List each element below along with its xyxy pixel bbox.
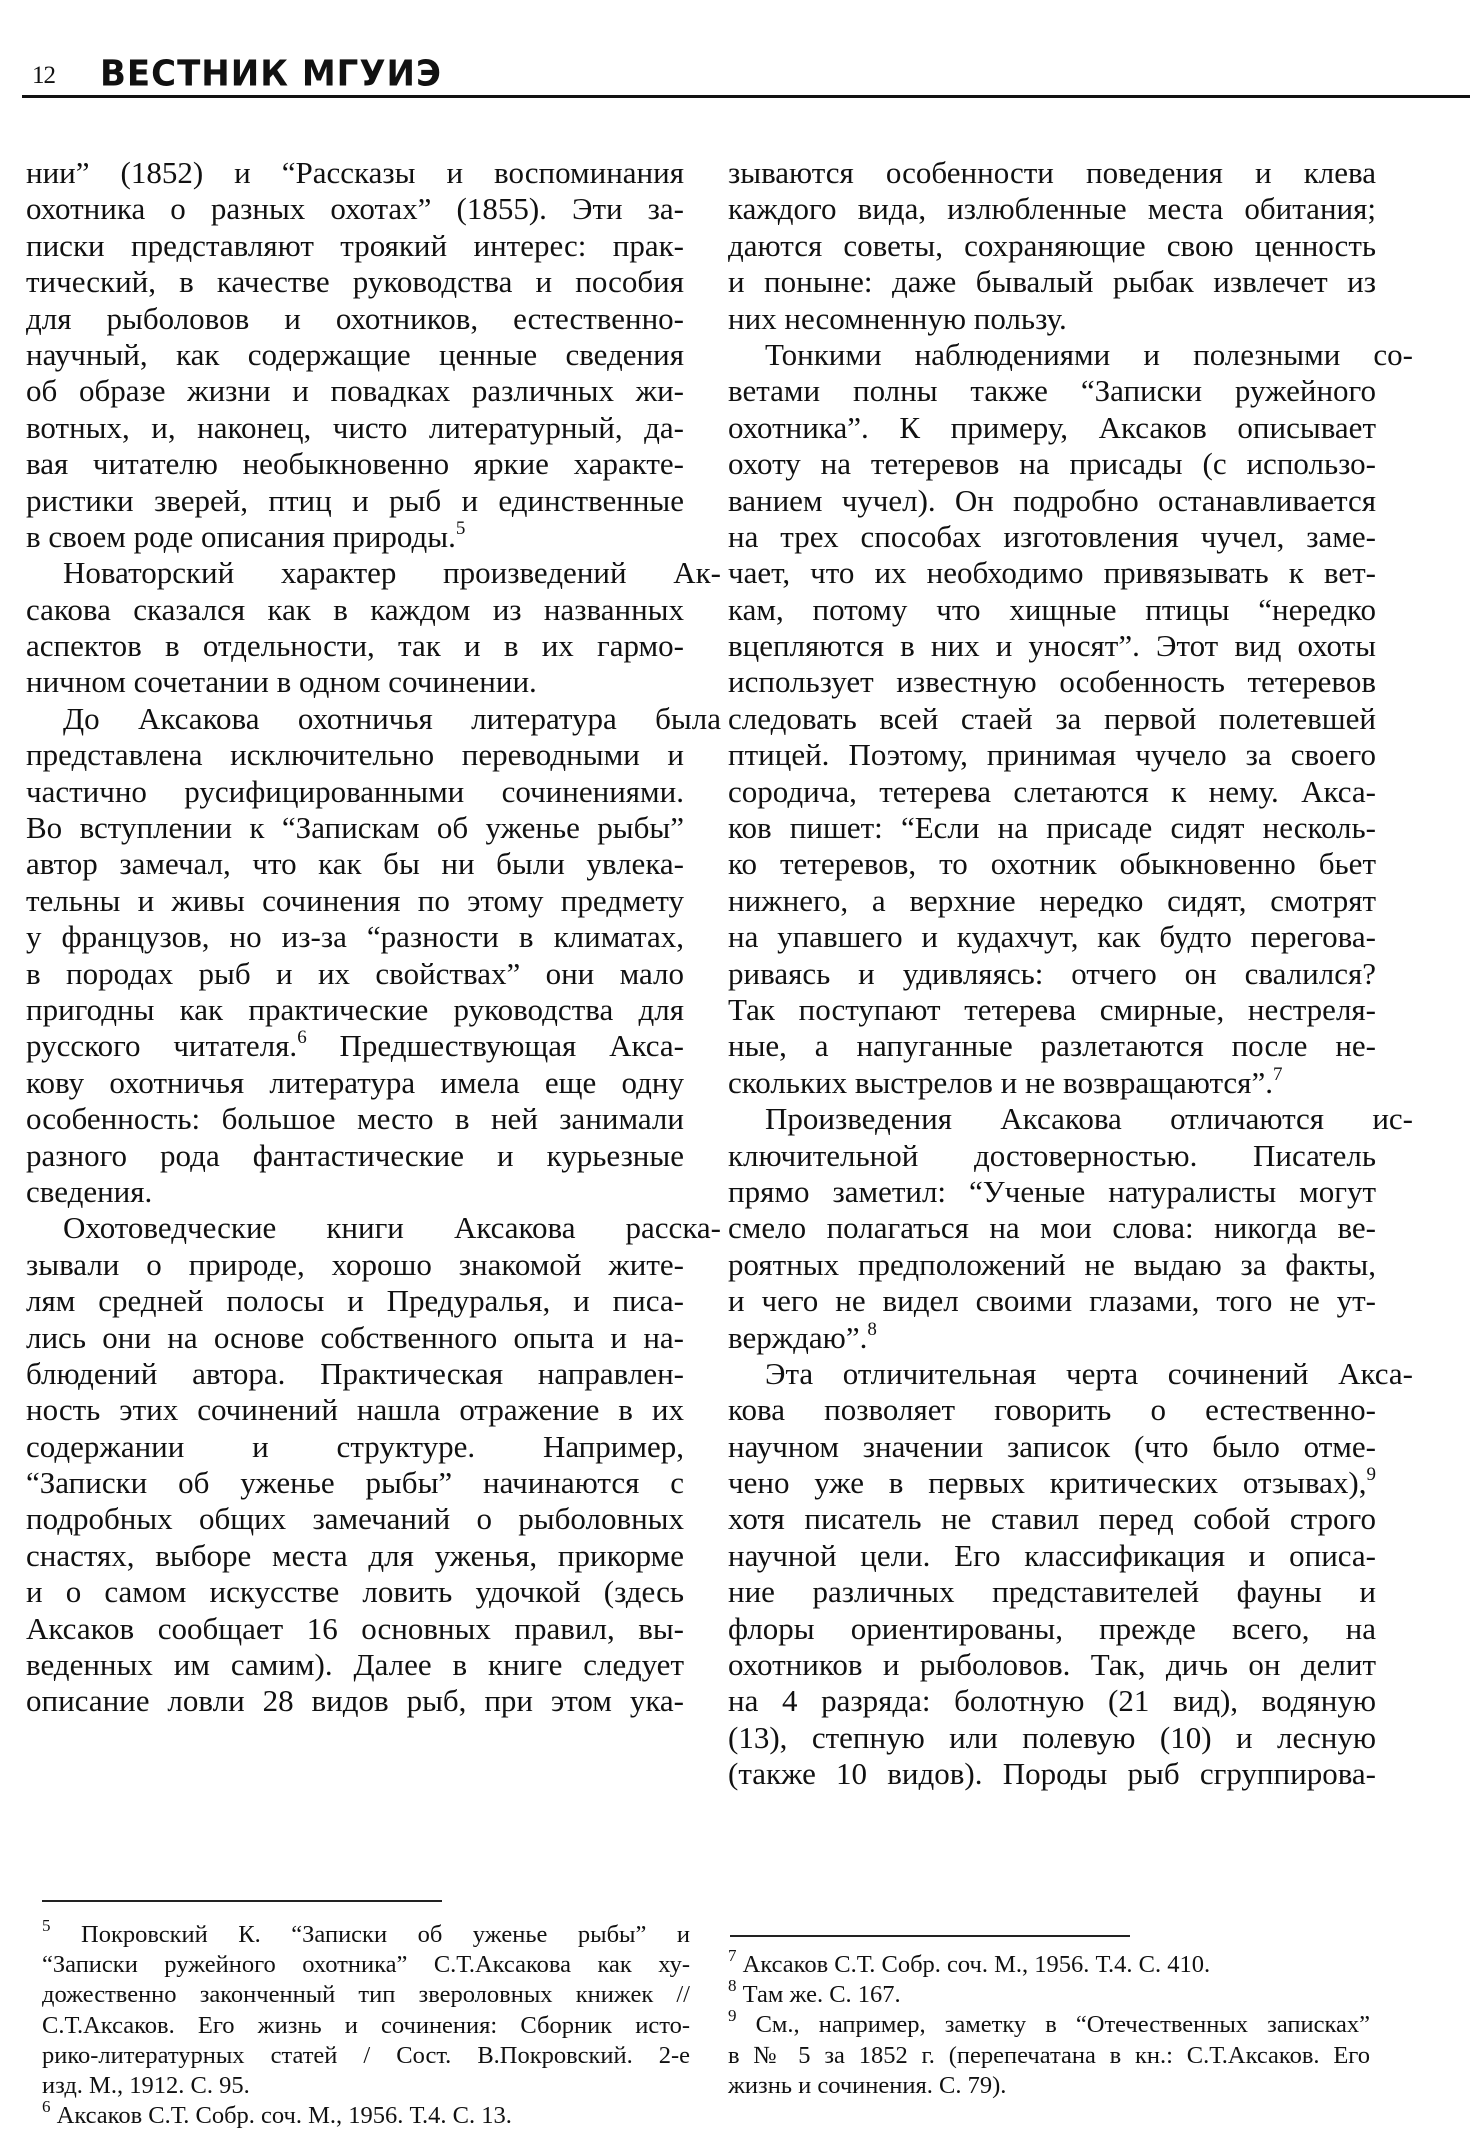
- footnote-9: [728, 2006, 1370, 2101]
- line-text: смело полагаться на мои слова: никогда ве-: [728, 1210, 1376, 1246]
- footnote-line: [42, 1916, 690, 1950]
- line-text: сородича, тетерева слетаются к нему. Акса-: [728, 773, 1376, 809]
- line-text: кам, потому что хищные птицы “нередко: [728, 591, 1376, 627]
- footnote-number: 8: [728, 1976, 737, 1996]
- text-line: [26, 1538, 684, 1574]
- footnote-line: [728, 2041, 1370, 2071]
- text-line: [26, 1392, 684, 1428]
- line-text: ничном сочетании в одном сочинении.: [26, 664, 537, 700]
- text-line: [26, 592, 684, 628]
- line-text: “Записки об уженье рыбы” начинаются с: [26, 1465, 684, 1501]
- text-line: [26, 810, 684, 846]
- line-text: (также 10 видов). Породы рыб сгруппирова-: [728, 1756, 1376, 1792]
- text-line: [26, 1501, 684, 1537]
- line-text: на 4 разряда: болотную (21 вид), водяную: [728, 1683, 1376, 1719]
- line-text: (13), степную или полевую (10) и лесную: [728, 1719, 1376, 1755]
- text-line: [26, 1647, 684, 1683]
- text-line: [26, 1101, 684, 1137]
- text-line: [26, 628, 684, 664]
- line-text: пригодны как практические руководства для: [26, 991, 684, 1027]
- footnote-text: Покровский К. “Записки об уженье рыбы” и: [50, 1921, 690, 1948]
- text-line: [728, 1611, 1376, 1647]
- text-line: [26, 1138, 684, 1174]
- text-line: [728, 1756, 1376, 1792]
- line-text: нии” (1852) и “Рассказы и воспоминания: [26, 155, 684, 190]
- text-line: [728, 1465, 1376, 1501]
- footnote-text: жизнь и сочинения. С. 79).: [728, 2071, 1007, 2099]
- text-line: [728, 519, 1376, 555]
- line-text: частично русифицированными сочинениями.: [26, 773, 684, 809]
- text-line: [728, 1174, 1376, 1210]
- text-line: [26, 337, 684, 373]
- line-text: кова позволяет говорить о естественно-: [728, 1392, 1376, 1428]
- text-line: [728, 992, 1376, 1028]
- line-text: верждаю”.: [728, 1319, 868, 1355]
- text-line: [728, 555, 1376, 591]
- text-line: [26, 1465, 684, 1501]
- line-text: охотников и рыболовов. Так, дичь он делит: [728, 1647, 1376, 1683]
- line-text: описание ловли 28 видов рыб, при этом ука-: [26, 1683, 684, 1719]
- line-text: научной цели. Его классификация и описа-: [728, 1537, 1376, 1573]
- text-line: [728, 1538, 1376, 1574]
- line-text: охоту на тетеревов на присады (с использо-: [728, 446, 1376, 482]
- text-line: [728, 1574, 1376, 1610]
- line-text: и поныне: даже бывалый рыбак извлечет из: [728, 264, 1376, 300]
- text-line: [26, 701, 721, 737]
- line-text: риваясь и удивляясь: отчего он свалился?: [728, 955, 1376, 991]
- footnote-line: [42, 1980, 690, 2010]
- footnote-reference[interactable]: 9: [1366, 1464, 1376, 1486]
- footnote-number: 9: [728, 2006, 737, 2026]
- footnote-number: 6: [42, 2097, 51, 2117]
- text-line: [26, 1611, 684, 1647]
- text-line: [26, 1174, 684, 1210]
- text-line: [728, 410, 1376, 446]
- text-line: [26, 883, 684, 919]
- footnote-line: [728, 2006, 1370, 2040]
- footnote-text: дожественно законченный тип звероловных книжек //: [42, 1981, 690, 2009]
- footnote-text: Аксаков С.Т. Собр. соч. М., 1956. Т.4. С. 410.: [736, 1951, 1211, 1978]
- line-text: на упавшего и кудахчут, как будто перегова-: [728, 919, 1376, 955]
- line-text: и о самом искусстве ловить удочкой (здесь: [26, 1574, 684, 1610]
- line-text: аспектов в отдельности, так и в их гармо-: [26, 628, 684, 664]
- left-column: [26, 155, 721, 1720]
- footnote-separator-right: [730, 1935, 1130, 1937]
- footnote-7: [728, 1946, 1370, 1980]
- line-text: подробных общих замечаний о рыболовных: [26, 1501, 684, 1537]
- text-line: [728, 446, 1376, 482]
- line-text: научный, как содержащие ценные сведения: [26, 336, 684, 372]
- line-text: вотных, и, наконец, чисто литературный, да-: [26, 409, 684, 445]
- footnote-separator-left: [42, 1900, 442, 1902]
- line-text: в породах рыб и их свойствах” они мало: [26, 955, 684, 991]
- footnote-text: “Записки ружейного охотника” С.Т.Аксакова как ху-: [42, 1951, 690, 1979]
- text-line: [26, 992, 684, 1028]
- line-text: роятных предположений не выдаю за факты,: [728, 1246, 1376, 1282]
- text-line: [26, 264, 684, 300]
- line-text: хотя писатель не ставил перед собой строго: [728, 1501, 1376, 1537]
- text-line: [26, 737, 684, 773]
- text-line: [26, 155, 684, 191]
- text-line: [728, 1028, 1376, 1064]
- line-text: охотника о разных охотах” (1855). Эти за-: [26, 191, 684, 227]
- footnote-text: изд. М., 1912. С. 95.: [42, 2071, 250, 2099]
- text-line: [728, 1392, 1376, 1428]
- footnote-text: рико-литературных статей / Сост. В.Покровский. 2-е: [42, 2041, 690, 2069]
- line-text: Эта отличительная черта сочинений Акса-: [765, 1355, 1413, 1391]
- line-text: флоры ориентированы, прежде всего, на: [728, 1610, 1376, 1646]
- footnote-reference[interactable]: 6: [297, 1027, 307, 1049]
- footnote-line: [728, 1946, 1370, 1980]
- text-line: [26, 373, 684, 409]
- text-line: [728, 483, 1376, 519]
- line-text: ко тетеревов, то охотник обыкновенно бьет: [728, 846, 1376, 882]
- text-line: [26, 1028, 684, 1064]
- footnote-8: [728, 1976, 1370, 2010]
- text-line: [728, 1356, 1413, 1392]
- text-line: [26, 301, 684, 337]
- line-text: научном значении записок (что было отме-: [728, 1428, 1376, 1464]
- text-line: [26, 446, 684, 482]
- line-text: писки представляют троякий интерес: прак-: [26, 227, 684, 263]
- line-text: особенность: большое место в ней занимали: [26, 1101, 684, 1137]
- text-line: [26, 1320, 684, 1356]
- line-text: веденных им самим). Далее в книге следует: [26, 1647, 684, 1683]
- footnote-line: [42, 1950, 690, 1980]
- footnote-text: Там же. С. 167.: [736, 1981, 901, 2009]
- line-text: даются советы, сохраняющие свою ценность: [728, 227, 1376, 263]
- text-line: [728, 1065, 1376, 1101]
- footnote-line: [728, 2071, 1370, 2101]
- text-line: [26, 228, 684, 264]
- text-line: [728, 846, 1376, 882]
- line-text: каждого вида, излюбленные места обитания;: [728, 191, 1376, 227]
- footnote-line: [42, 2011, 690, 2041]
- text-line: [26, 1210, 721, 1246]
- line-text-after: Предшествующая Акса-: [306, 1028, 685, 1064]
- line-text: содержании и структуре. Например,: [26, 1428, 684, 1464]
- text-line: [728, 810, 1376, 846]
- footnote-text: Аксаков С.Т. Собр. соч. М., 1956. Т.4. С. 13.: [50, 2102, 512, 2130]
- text-line: [26, 410, 684, 446]
- line-text: ние различных представителей фауны и: [728, 1574, 1376, 1610]
- text-line: [26, 1356, 684, 1392]
- text-line: [728, 1683, 1376, 1719]
- text-line: [728, 628, 1376, 664]
- footnote-reference[interactable]: 7: [1272, 1063, 1283, 1085]
- text-line: [728, 155, 1376, 191]
- text-line: [728, 774, 1376, 810]
- text-line: [728, 664, 1376, 700]
- text-line: [728, 1429, 1376, 1465]
- text-line: [26, 191, 684, 227]
- text-line: [728, 337, 1413, 373]
- footnote-number: 7: [728, 1946, 737, 1965]
- line-text: следовать всей стаей за первой полетевшей: [728, 700, 1376, 736]
- text-line: [26, 1247, 684, 1283]
- line-text: для рыболовов и охотников, естественно-: [26, 300, 684, 336]
- text-line: [728, 1101, 1413, 1137]
- text-line: [728, 592, 1376, 628]
- line-text: разного рода фантастические и курьезные: [26, 1137, 684, 1173]
- line-text: сведения.: [26, 1173, 153, 1209]
- text-line: [728, 1647, 1376, 1683]
- line-text: Аксаков сообщает 16 основных правил, вы-: [26, 1610, 684, 1646]
- text-line: [26, 1683, 684, 1719]
- text-line: [728, 701, 1376, 737]
- line-text: использует известную особенность тетеревов: [728, 664, 1376, 700]
- line-text: ристики зверей, птиц и рыб и единственные: [26, 482, 684, 518]
- line-text: лись они на основе собственного опыта и на-: [26, 1319, 684, 1355]
- footnote-6: [42, 2097, 690, 2131]
- text-line: [728, 1720, 1376, 1756]
- line-text: снастях, выборе места для уженья, прикорме: [26, 1537, 684, 1573]
- page-number: 12: [32, 62, 55, 89]
- journal-title: ВЕСТНИК МГУИЭ: [100, 53, 442, 95]
- running-header: [20, 53, 1470, 100]
- text-line: [26, 956, 684, 992]
- footnote-line: [728, 1976, 1370, 2010]
- text-line: [26, 664, 684, 700]
- line-text: ков пишет: “Если на присаде сидят несколь-: [728, 810, 1376, 846]
- line-text: прямо заметил: “Ученые натуралисты могут: [728, 1173, 1376, 1209]
- text-line: [728, 191, 1376, 227]
- line-text: Во вступлении к “Запискам об уженье рыбы”: [26, 810, 684, 846]
- line-text: Тонкими наблюдениями и полезными со-: [765, 336, 1413, 372]
- line-text: вая читателю необыкновенно яркие характе-: [26, 446, 684, 482]
- footnote-number: 5: [42, 1916, 51, 1935]
- footnote-text: в № 5 за 1852 г. (перепечатана в кн.: С.Т.Аксаков. Его: [728, 2041, 1370, 2069]
- line-text: ключительной достоверностью. Писатель: [728, 1137, 1376, 1173]
- line-text: Новаторский характер произведений Ак-: [63, 555, 721, 591]
- text-line: [728, 228, 1376, 264]
- line-text: До Аксакова охотничья литература была: [63, 700, 721, 736]
- text-line: [728, 919, 1376, 955]
- line-text: Охотоведческие книги Аксакова расска-: [63, 1210, 721, 1246]
- right-column: [728, 155, 1413, 1793]
- line-text: вцепляются в них и уносят”. Этот вид охоты: [728, 628, 1376, 664]
- footnote-line: [42, 2097, 690, 2131]
- line-text: русского читателя.: [26, 1028, 298, 1064]
- text-line: [26, 1283, 684, 1319]
- line-text: тельны и живы сочинения по этому предмету: [26, 882, 684, 918]
- text-line: [728, 1283, 1376, 1319]
- line-text: кову охотничья литература имела еще одну: [26, 1064, 684, 1100]
- line-text: ность этих сочинений нашла отражение в их: [26, 1392, 684, 1428]
- line-text: на трех способах изготовления чучел, заме-: [728, 518, 1376, 554]
- line-text: в своем роде описания природы.: [26, 518, 456, 554]
- line-text: автор замечал, что как бы ни были увлека-: [26, 846, 684, 882]
- text-line: [728, 1210, 1376, 1246]
- line-text: лям средней полосы и Предуралья, и писа-: [26, 1283, 684, 1319]
- line-text: ные, а напуганные разлетаются после не-: [728, 1028, 1376, 1064]
- text-line: [26, 846, 684, 882]
- line-text: представлена исключительно переводными и: [26, 737, 684, 773]
- line-text: чает, что их необходимо привязывать к вет-: [728, 555, 1376, 591]
- text-line: [26, 519, 684, 555]
- line-text: зываются особенности поведения и клева: [728, 155, 1376, 190]
- text-line: [728, 883, 1376, 919]
- line-text: и чего не видел своими глазами, того не ут-: [728, 1283, 1376, 1319]
- text-line: [728, 1138, 1376, 1174]
- text-line: [26, 1574, 684, 1610]
- footnote-line: [42, 2041, 690, 2071]
- footnote-reference[interactable]: 5: [455, 517, 466, 539]
- line-text: Так поступают тетерева смирные, нестреля-: [728, 991, 1376, 1027]
- text-line: [26, 774, 684, 810]
- footnote-5: [42, 1916, 690, 2101]
- line-text: тический, в качестве руководства и пособия: [26, 264, 684, 300]
- text-line: [728, 1501, 1376, 1537]
- line-text: скольких выстрелов и не возвращаются”.: [728, 1064, 1273, 1100]
- text-line: [728, 737, 1376, 773]
- text-line: [728, 956, 1376, 992]
- text-line: [728, 264, 1376, 300]
- text-line: [728, 301, 1376, 337]
- line-text: ветами полны также “Записки ружейного: [728, 373, 1376, 409]
- footnote-line: [42, 2071, 690, 2101]
- line-text: охотника”. К примеру, Аксаков описывает: [728, 409, 1376, 445]
- header-rule: [22, 95, 1470, 98]
- text-line: [26, 483, 684, 519]
- line-text: них несомненную пользу.: [728, 300, 1067, 336]
- footnotes-right: [728, 1946, 1370, 2101]
- text-line: [728, 1320, 1376, 1356]
- line-text: птицей. Поэтому, принимая чучело за своего: [728, 737, 1376, 773]
- line-text: об образе жизни и повадках различных жи-: [26, 373, 684, 409]
- text-line: [26, 555, 721, 591]
- text-line: [26, 1429, 684, 1465]
- line-text: чено уже в первых критических отзывах),: [728, 1465, 1367, 1501]
- line-text: блюдений автора. Практическая направлен-: [26, 1355, 684, 1391]
- line-text: у французов, но из-за “разности в климатах,: [26, 919, 684, 955]
- footnote-text: С.Т.Аксаков. Его жизнь и сочинения: Сборник исто-: [42, 2011, 690, 2039]
- line-text: Произведения Аксакова отличаются ис-: [765, 1101, 1413, 1137]
- text-line: [26, 919, 684, 955]
- line-text: зывали о природе, хорошо знакомой жите-: [26, 1246, 684, 1282]
- line-text: нижнего, а верхние нередко сидят, смотрят: [728, 882, 1376, 918]
- text-line: [728, 373, 1376, 409]
- text-line: [728, 1247, 1376, 1283]
- text-line: [26, 1065, 684, 1101]
- footnotes-left: [42, 1916, 690, 2131]
- line-text: сакова сказался как в каждом из названных: [26, 591, 684, 627]
- line-text: ванием чучел). Он подробно останавливается: [728, 482, 1376, 518]
- footnote-reference[interactable]: 8: [867, 1318, 877, 1340]
- footnote-text: См., например, заметку в “Отечественных записках”: [736, 2011, 1370, 2039]
